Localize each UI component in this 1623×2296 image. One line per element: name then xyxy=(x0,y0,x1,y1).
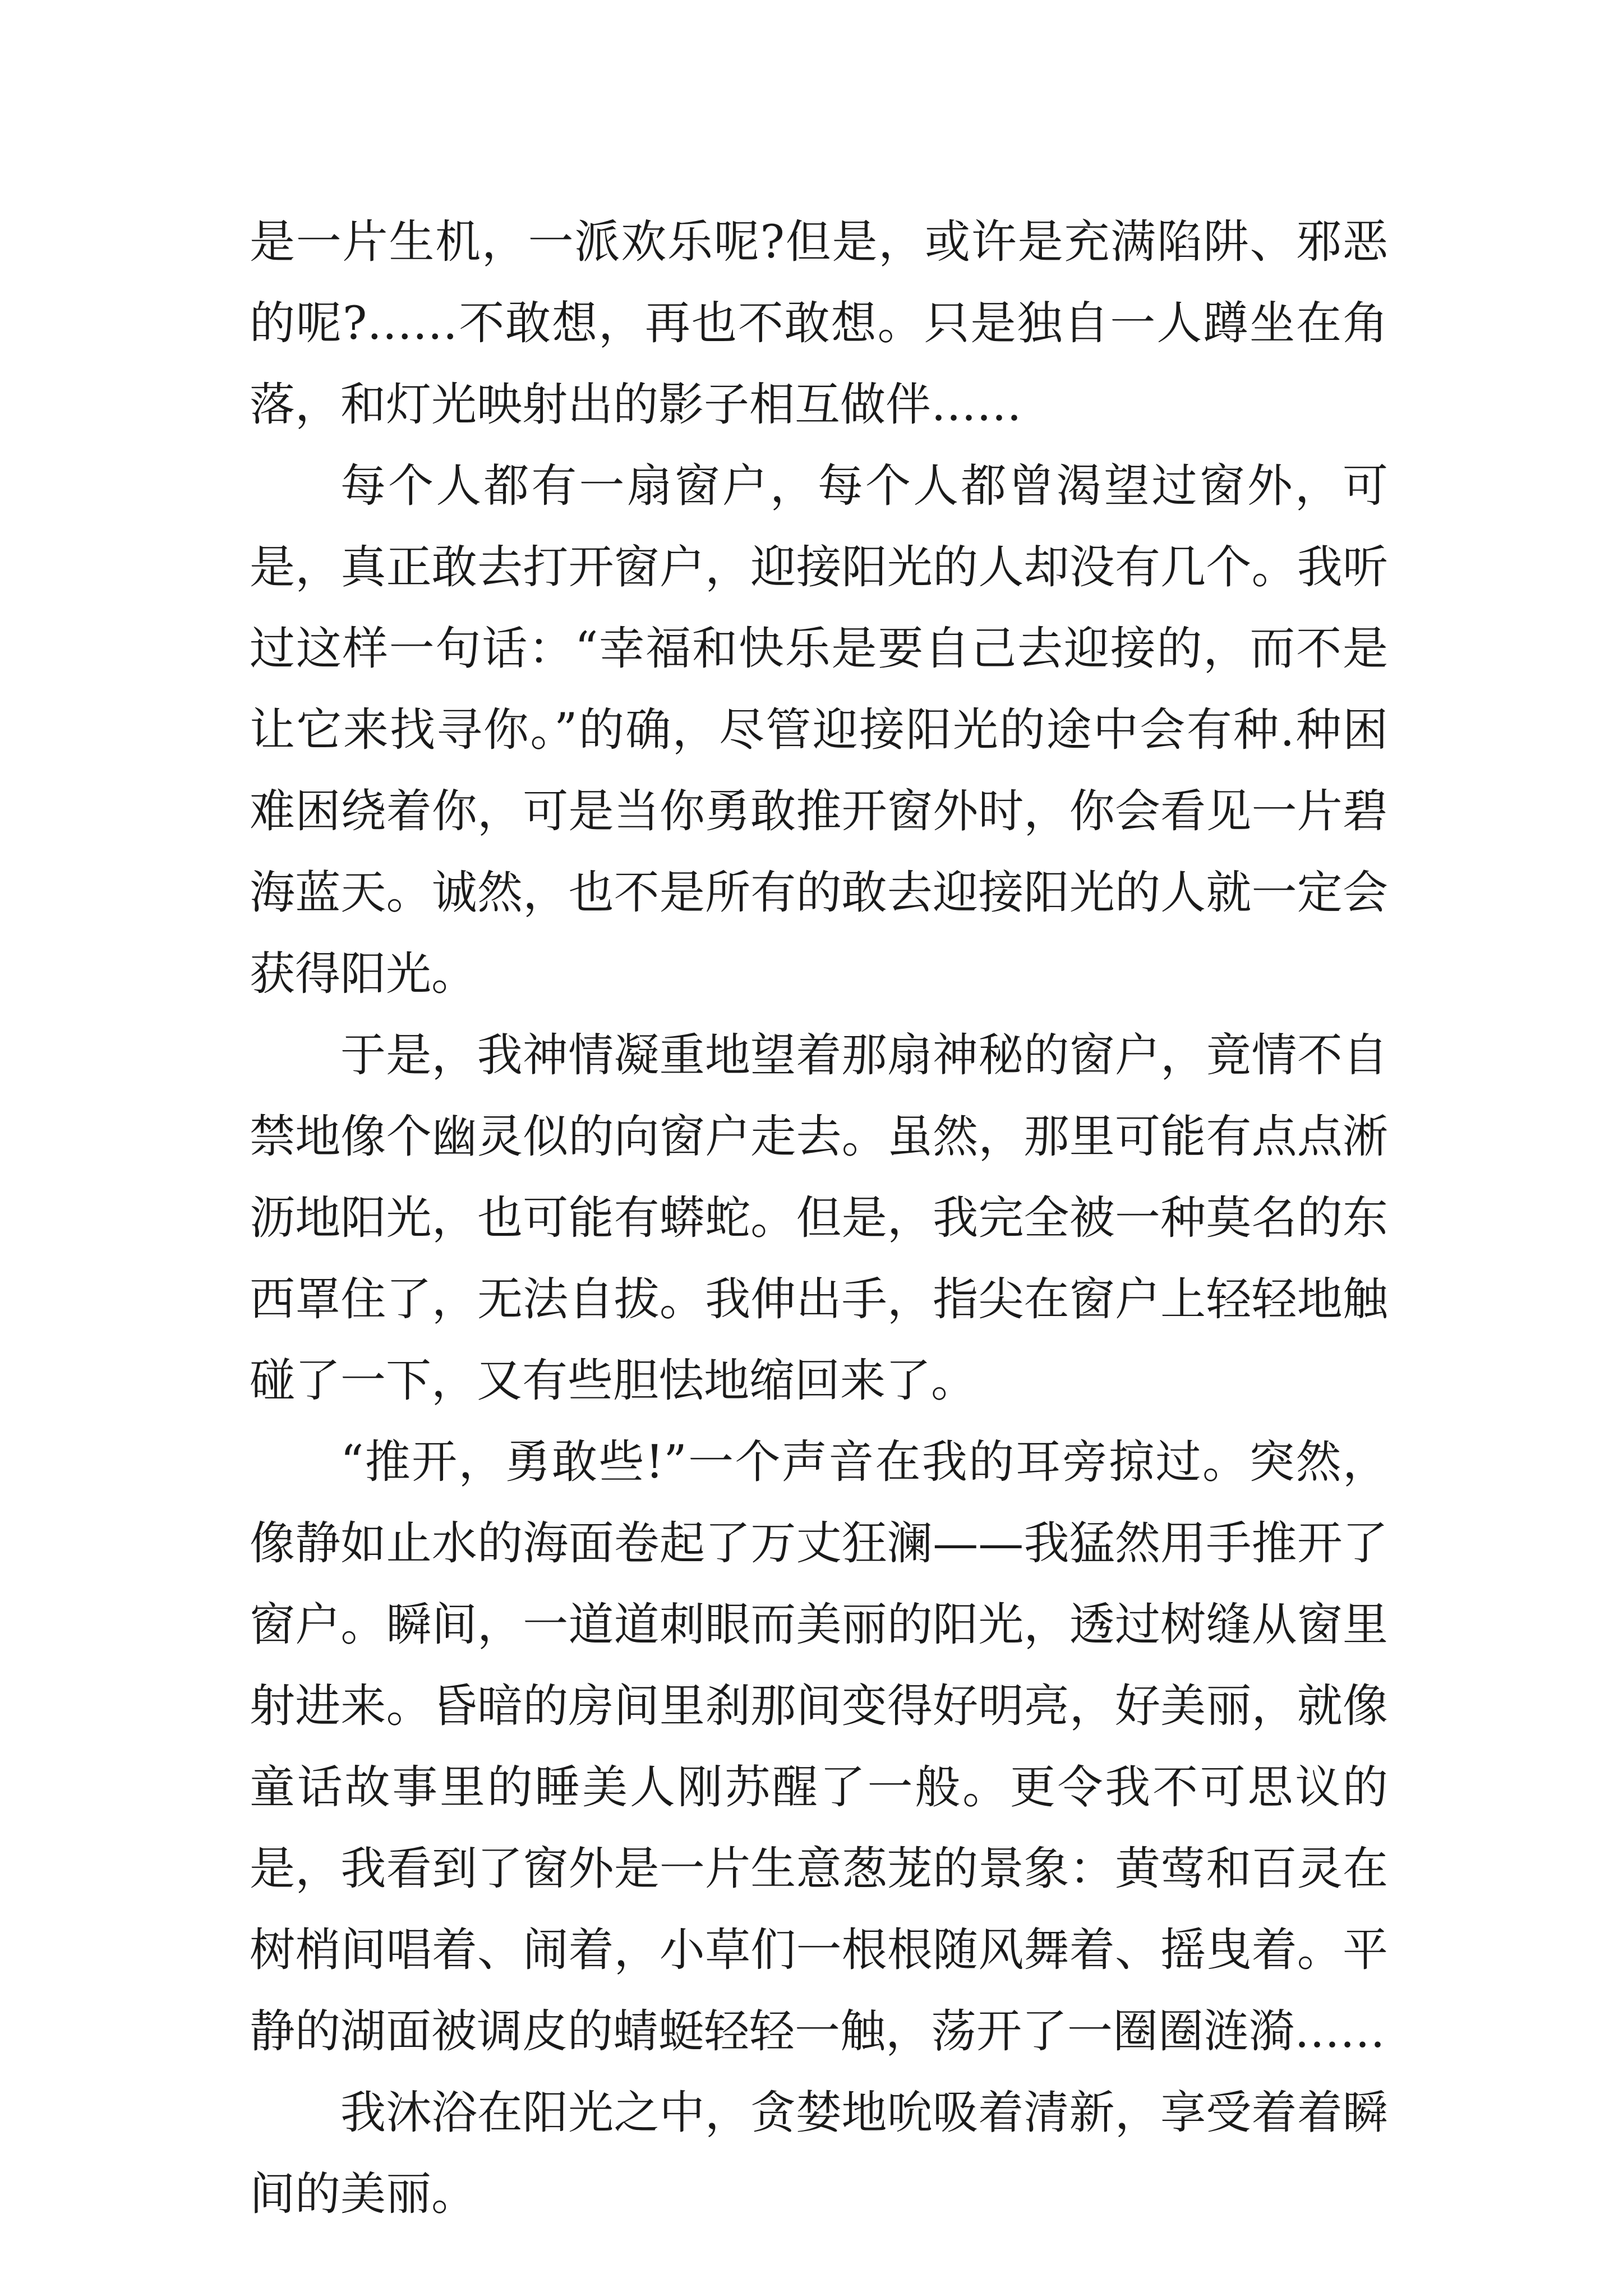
paragraph-2: 每个人都有一扇窗户，每个人都曾渴望过窗外，可是，真正敢去打开窗户，迎接阳光的人却没有几个。我听过这样一句话：“幸福和快乐是要自己去迎接的，而不是让它来找寻你。”的确，尽管迎接阳光的途中会有种.种困难困绕着你，可是当你勇敢推开窗外时，你会看见一片碧海蓝天。诚然，也不是所有的敢去迎接阳光的人就一定会获得阳光。 xyxy=(250,460,1388,1001)
paragraph-4: “推开，勇敢些!”一个声音在我的耳旁掠过。突然，像静如止水的海面卷起了万丈狂澜——我猛然用手推开了窗户。瞬间，一道道刺眼而美丽的阳光，透过树缝从窗里射进来。昏暗的房间里刹那间变得好明亮，好美丽，就像童话故事里的睡美人刚苏醒了一般。更令我不可思议的是，我看到了窗外是一片生意葱茏的景象：黄莺和百灵在树梢间唱着、闹着，小草们一根根随风舞着、摇曳着。平静的湖面被调皮的蜻蜓轻轻一触，荡开了一圈圈涟漪…… xyxy=(250,1436,1388,2058)
paragraph-3: 于是，我神情凝重地望着那扇神秘的窗户，竟情不自禁地像个幽灵似的向窗户走去。虽然，那里可能有点点淅沥地阳光，也可能有蟒蛇。但是，我完全被一种莫名的东西罩住了，无法自拔。我伸出手，指尖在窗户上轻轻地触碰了一下，又有些胆怯地缩回来了。 xyxy=(250,1029,1388,1407)
paragraph-5: 我沐浴在阳光之中，贪婪地吮吸着清新，享受着着瞬间的美丽。 xyxy=(250,2087,1388,2221)
document-body xyxy=(250,202,1388,2235)
paragraph-1: 是一片生机，一派欢乐呢?但是，或许是充满陷阱、邪恶的呢?……不敢想，再也不敢想。只是独自一人蹲坐在角落，和灯光映射出的影子相互做伴…… xyxy=(250,216,1388,431)
